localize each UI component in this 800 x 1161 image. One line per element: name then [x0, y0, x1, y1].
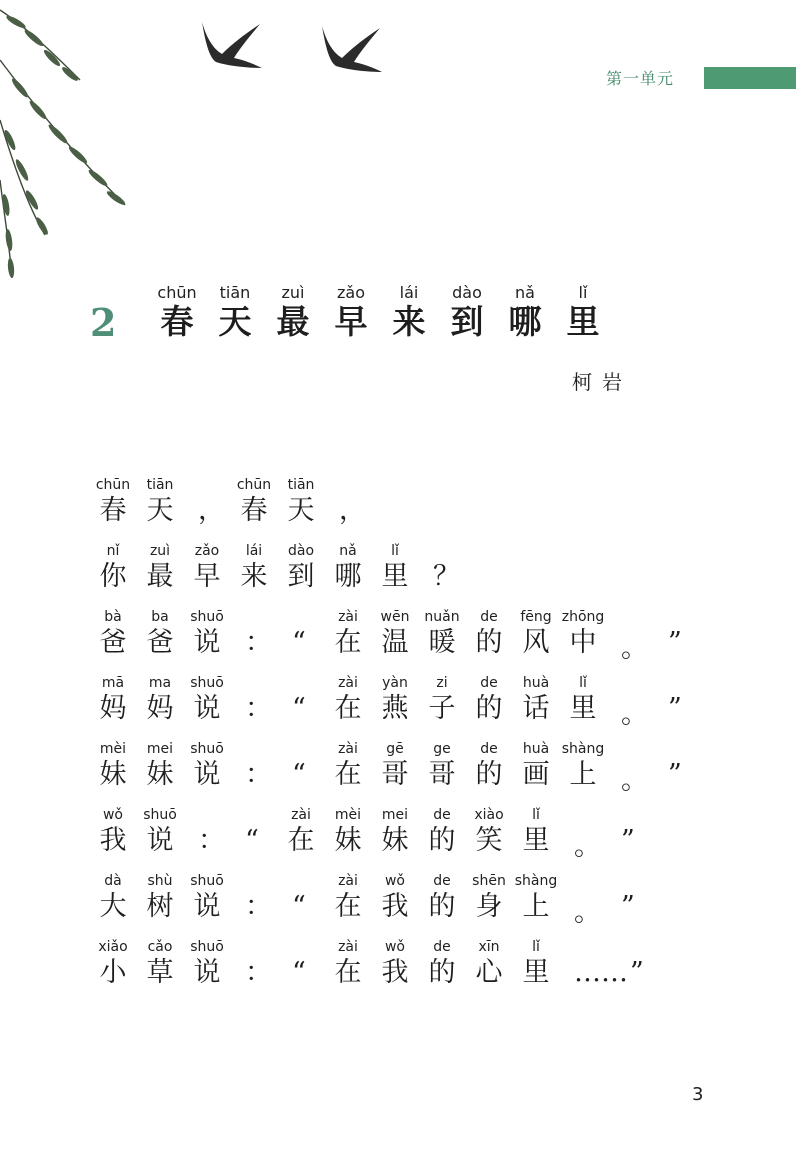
hanzi: 妹 [146, 759, 174, 790]
hanzi: 说 [146, 825, 174, 856]
hanzi: 里 [522, 825, 550, 856]
pinyin: de [433, 939, 451, 955]
hanzi: 天 [146, 495, 174, 526]
pinyin: nǎ [339, 543, 357, 559]
pinyin: lǐ [532, 939, 540, 955]
pinyin: shù [147, 873, 173, 889]
poem-syllable [178, 872, 236, 924]
title-syllable [206, 284, 264, 342]
pinyin: zuì [149, 543, 171, 559]
title-syllable [380, 284, 438, 342]
hanzi: 身 [475, 891, 503, 922]
swallow-icon [318, 26, 384, 76]
punctuation: ： [245, 957, 272, 988]
punctuation: …… [574, 957, 628, 988]
hanzi: 妈 [99, 693, 127, 724]
hanzi: 里 [522, 957, 550, 988]
pinyin: xiào [474, 807, 504, 823]
pinyin: huà [522, 675, 550, 691]
poem-syllable [131, 806, 189, 858]
hanzi: 在 [334, 759, 362, 790]
page-number: 3 [692, 1084, 704, 1105]
poem-syllable [554, 608, 612, 660]
pinyin: chūn [157, 283, 197, 302]
pinyin: wǒ [384, 873, 405, 889]
hanzi: 哥 [381, 759, 409, 790]
hanzi: 妹 [381, 825, 409, 856]
hanzi: 到 [450, 302, 484, 341]
pinyin: zài [291, 807, 311, 823]
hanzi: 燕 [381, 693, 409, 724]
pinyin: nuǎn [424, 609, 460, 625]
pinyin: zi [436, 675, 448, 691]
pinyin: lǐ [579, 675, 587, 691]
pinyin: dà [104, 873, 122, 889]
title-syllable [148, 284, 206, 342]
punctuation: ： [245, 693, 272, 724]
pinyin: zhōng [561, 609, 605, 625]
pinyin: wēn [380, 609, 410, 625]
pinyin: gē [386, 741, 404, 757]
hanzi: 上 [522, 891, 550, 922]
poem-syllable [178, 740, 236, 792]
hanzi: 大 [99, 891, 127, 922]
punctuation: ： [198, 825, 225, 856]
hanzi: 哥 [428, 759, 456, 790]
pinyin: huà [522, 741, 550, 757]
pinyin: de [433, 807, 451, 823]
title-syllable [438, 284, 496, 342]
pinyin: shuō [190, 873, 224, 889]
hanzi: 哪 [508, 302, 542, 341]
hanzi: 你 [99, 561, 127, 592]
hanzi: 最 [276, 302, 310, 341]
pinyin: dào [287, 543, 315, 559]
hanzi: 说 [193, 759, 221, 790]
pinyin: ba [151, 609, 169, 625]
hanzi: 爸 [146, 627, 174, 658]
pinyin: wǒ [384, 939, 405, 955]
pinyin: lái [399, 283, 419, 302]
hanzi: 哪 [334, 561, 362, 592]
punctuation: ： [245, 759, 272, 790]
hanzi: 在 [334, 693, 362, 724]
hanzi: 里 [569, 693, 597, 724]
hanzi: 我 [381, 891, 409, 922]
hanzi: 笑 [475, 825, 503, 856]
hanzi: 话 [522, 693, 550, 724]
pinyin: xiǎo [98, 939, 128, 955]
poem-syllable [272, 476, 330, 528]
pinyin: zǎo [194, 543, 220, 559]
pinyin: ge [433, 741, 451, 757]
hanzi: 最 [146, 561, 174, 592]
hanzi: 画 [522, 759, 550, 790]
pinyin: zài [338, 675, 358, 691]
punctuation: ： [245, 891, 272, 922]
hanzi: 我 [381, 957, 409, 988]
pinyin: shàng [514, 873, 558, 889]
punctuation: 。 [574, 831, 601, 862]
pinyin: shuō [143, 807, 177, 823]
pinyin: zài [338, 939, 358, 955]
pinyin: zǎo [337, 283, 365, 302]
pinyin: mèi [334, 807, 362, 823]
pinyin: zài [338, 741, 358, 757]
author: 柯岩 [572, 370, 632, 394]
hanzi: 说 [193, 627, 221, 658]
hanzi: 天 [287, 495, 315, 526]
pinyin: zuì [281, 283, 305, 302]
hanzi: 说 [193, 957, 221, 988]
hanzi: 在 [334, 957, 362, 988]
title-syllable [322, 284, 380, 342]
punctuation: ” [668, 693, 682, 724]
punctuation: “ [292, 759, 306, 790]
hanzi: 上 [569, 759, 597, 790]
lesson-number: 2 [90, 300, 117, 345]
pinyin: tiān [287, 477, 315, 493]
hanzi: 在 [334, 891, 362, 922]
poem-syllable [507, 938, 565, 990]
hanzi: 说 [193, 891, 221, 922]
pinyin: shēn [472, 873, 506, 889]
unit-label: 第一单元 [606, 69, 675, 88]
punctuation: 。 [621, 633, 648, 664]
hanzi: 中 [569, 627, 597, 658]
hanzi: 天 [218, 302, 252, 341]
title-syllable [554, 284, 612, 342]
punctuation: ， [198, 495, 225, 526]
pinyin: de [433, 873, 451, 889]
pinyin: mei [146, 741, 174, 757]
hanzi: 树 [146, 891, 174, 922]
pinyin: de [480, 675, 498, 691]
hanzi: 风 [522, 627, 550, 658]
hanzi: 里 [381, 561, 409, 592]
pinyin: xīn [478, 939, 500, 955]
poem-syllable [178, 674, 236, 726]
pinyin: lái [245, 543, 263, 559]
pinyin: tiān [146, 477, 174, 493]
hanzi: 的 [475, 627, 503, 658]
poem-syllable [178, 938, 236, 990]
hanzi: 心 [475, 957, 503, 988]
unit-color-bar [704, 67, 796, 89]
hanzi: 到 [287, 561, 315, 592]
pinyin: chūn [95, 477, 131, 493]
hanzi: 早 [334, 302, 368, 341]
punctuation: ” [621, 891, 635, 922]
hanzi: 爸 [99, 627, 127, 658]
pinyin: shuō [190, 675, 224, 691]
pinyin: shàng [561, 741, 605, 757]
punctuation: “ [292, 957, 306, 988]
poem-syllable [554, 740, 612, 792]
punctuation: ” [621, 825, 635, 856]
punctuation: ” [630, 957, 644, 988]
hanzi: 春 [99, 495, 127, 526]
hanzi: 子 [428, 693, 456, 724]
pinyin: fēng [520, 609, 552, 625]
hanzi: 春 [240, 495, 268, 526]
pinyin: shuō [190, 939, 224, 955]
pinyin: de [480, 741, 498, 757]
punctuation: ， [339, 495, 366, 526]
punctuation: “ [292, 891, 306, 922]
pinyin: ma [148, 675, 172, 691]
poem-syllable [507, 872, 565, 924]
hanzi: 温 [381, 627, 409, 658]
hanzi: 说 [193, 693, 221, 724]
hanzi: 的 [428, 891, 456, 922]
punctuation: 。 [621, 699, 648, 730]
poem-syllable [507, 806, 565, 858]
pinyin: mei [381, 807, 409, 823]
pinyin: bà [104, 609, 122, 625]
poem-syllable [554, 674, 612, 726]
hanzi: 的 [475, 693, 503, 724]
punctuation: “ [292, 693, 306, 724]
hanzi: 我 [99, 825, 127, 856]
pinyin: mèi [99, 741, 127, 757]
pinyin: lǐ [532, 807, 540, 823]
hanzi: 来 [392, 302, 426, 341]
hanzi: 妈 [146, 693, 174, 724]
pinyin: nǐ [106, 543, 120, 559]
pinyin: wǒ [102, 807, 123, 823]
punctuation: 。 [574, 897, 601, 928]
pinyin: mā [101, 675, 125, 691]
hanzi: 在 [287, 825, 315, 856]
swallow-icon [198, 22, 264, 72]
punctuation: ” [668, 627, 682, 658]
pinyin: shuō [190, 609, 224, 625]
punctuation: 。 [621, 765, 648, 796]
hanzi: 妹 [99, 759, 127, 790]
punctuation: ？ [433, 561, 460, 592]
poem-syllable [131, 476, 189, 528]
hanzi: 小 [99, 957, 127, 988]
pinyin: shuō [190, 741, 224, 757]
punctuation: ： [245, 627, 272, 658]
hanzi: 暖 [428, 627, 456, 658]
pinyin: dào [452, 283, 482, 302]
pinyin: chūn [236, 477, 272, 493]
hanzi: 来 [240, 561, 268, 592]
pinyin: de [480, 609, 498, 625]
title-syllable [264, 284, 322, 342]
pinyin: lǐ [391, 543, 399, 559]
hanzi: 草 [146, 957, 174, 988]
title-syllable [496, 284, 554, 342]
hanzi: 的 [475, 759, 503, 790]
poem-syllable [366, 542, 424, 594]
pinyin: tiān [219, 283, 251, 302]
hanzi: 春 [160, 302, 194, 341]
punctuation: “ [245, 825, 259, 856]
punctuation: “ [292, 627, 306, 658]
pinyin: zài [338, 873, 358, 889]
hanzi: 在 [334, 627, 362, 658]
punctuation: ” [668, 759, 682, 790]
pinyin: zài [338, 609, 358, 625]
hanzi: 妹 [334, 825, 362, 856]
hanzi: 的 [428, 825, 456, 856]
pinyin: cǎo [147, 939, 173, 955]
hanzi: 里 [566, 302, 600, 341]
hanzi: 的 [428, 957, 456, 988]
hanzi: 早 [193, 561, 221, 592]
willow-branch-icon [0, 0, 140, 290]
pinyin: yàn [382, 675, 408, 691]
pinyin: lǐ [578, 283, 588, 302]
poem-syllable [178, 608, 236, 660]
pinyin: nǎ [515, 283, 535, 302]
